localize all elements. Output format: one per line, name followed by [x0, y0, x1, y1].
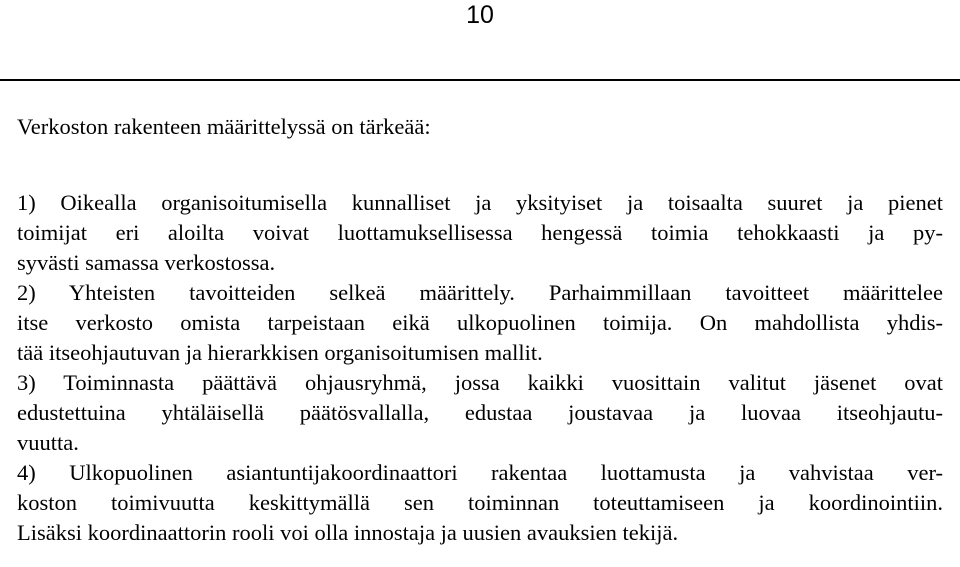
list-item-line: koston toimivuutta keskittymällä sen toiminnan toteuttamiseen ja koordinointiin. — [17, 490, 943, 515]
intro-heading: Verkoston rakenteen määrittelyssä on tärkeää: — [17, 114, 431, 139]
list-item-line: syvästi samassa verkostossa. — [17, 250, 276, 275]
list-item-line: itse verkosto omista tarpeistaan eikä ulkopuolinen toimija. On mahdollista yhdis- — [17, 310, 943, 335]
list-item-line: Lisäksi koordinaattorin rooli voi olla innostaja ja uusien avauksien tekijä. — [17, 520, 679, 545]
list-item-line: toimijat eri aloilta voivat luottamuksellisessa hengessä toimia tehokkaasti ja py- — [17, 220, 943, 245]
list-item-2 — [17, 278, 943, 368]
spacer — [17, 172, 943, 188]
list-item-line: edustettuina yhtäläisellä päätösvallalla, edustaa joustavaa ja luovaa itseohjautu- — [17, 400, 943, 425]
list-item-4 — [17, 458, 943, 548]
list-item-line: tää itseohjautuvan ja hierarkkisen organisoitumisen mallit. — [17, 340, 543, 365]
list-item-3 — [17, 368, 943, 458]
header-divider — [0, 79, 960, 81]
list-item-line: 1) Oikealla organisoitumisella kunnalliset ja yksityiset ja toisaalta suuret ja pienet — [17, 190, 943, 215]
body-text — [17, 112, 943, 548]
spacer — [17, 142, 943, 172]
list-item-line: vuutta. — [17, 430, 79, 455]
page-number: 10 — [466, 1, 494, 29]
list-item-1 — [17, 188, 943, 278]
list-item-line: 4) Ulkopuolinen asiantuntijakoordinaattori rakentaa luottamusta ja vahvistaa ver- — [17, 460, 943, 485]
list-item-line: 2) Yhteisten tavoitteiden selkeä määrittely. Parhaimmillaan tavoitteet määrittelee — [17, 280, 943, 305]
list-item-line: 3) Toiminnasta päättävä ohjausryhmä, jossa kaikki vuosittain valitut jäsenet ovat — [17, 370, 943, 395]
